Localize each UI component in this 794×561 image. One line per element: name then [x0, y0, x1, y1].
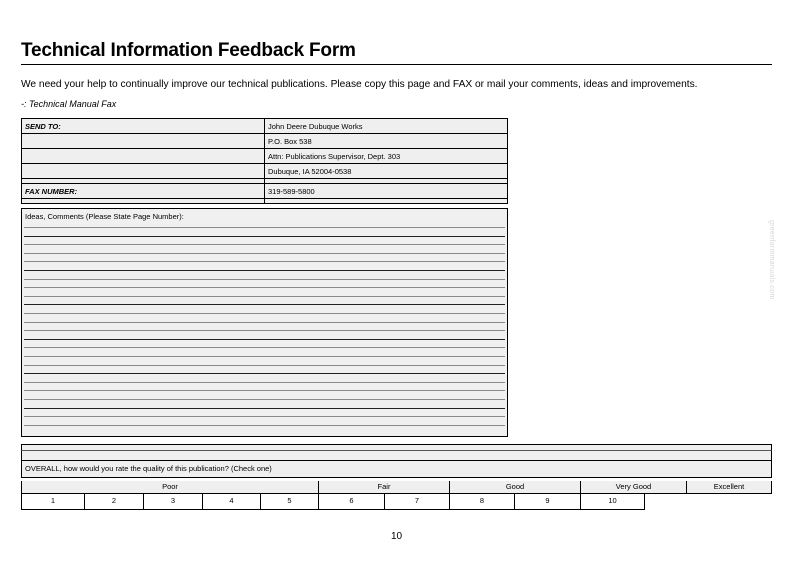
writing-line — [24, 425, 505, 426]
address-line-1: John Deere Dubuque Works — [265, 119, 508, 134]
send-to-blank — [22, 134, 265, 149]
writing-line — [24, 322, 505, 323]
ideas-comments-box[interactable] — [21, 208, 508, 437]
rating-category-good: Good — [449, 481, 581, 494]
watermark: greenfarmmanuals.com — [768, 220, 775, 300]
writing-line — [24, 373, 505, 374]
writing-line — [24, 261, 505, 262]
rating-option-1[interactable]: 1 — [21, 494, 85, 510]
writing-line — [24, 347, 505, 348]
rating-scale — [21, 494, 645, 510]
rating-option-2[interactable]: 2 — [84, 494, 144, 510]
writing-line — [24, 330, 505, 331]
rating-category-fair: Fair — [318, 481, 450, 494]
address-line-4: Dubuque, IA 52004-0538 — [265, 164, 508, 179]
fax-number-label: FAX NUMBER: — [22, 184, 265, 199]
send-to-table — [21, 118, 508, 204]
rating-option-10[interactable]: 10 — [580, 494, 645, 510]
rating-question: OVERALL, how would you rate the quality of this publication? (Check one) — [21, 460, 772, 478]
writing-line — [24, 399, 505, 400]
writing-line — [24, 408, 505, 409]
writing-line — [24, 270, 505, 271]
writing-line — [24, 244, 505, 245]
rating-categories — [21, 481, 772, 494]
rating-category-very-good: Very Good — [580, 481, 687, 494]
writing-line — [24, 253, 505, 254]
writing-line — [24, 339, 505, 340]
address-line-3: Attn: Publications Supervisor, Dept. 303 — [265, 149, 508, 164]
title-rule — [21, 64, 772, 65]
writing-line — [24, 236, 505, 237]
rating-option-3[interactable]: 3 — [143, 494, 203, 510]
form-title: Technical Information Feedback Form — [21, 40, 356, 61]
rating-category-poor: Poor — [21, 481, 319, 494]
writing-line — [24, 313, 505, 314]
rating-option-6[interactable]: 6 — [318, 494, 385, 510]
send-to-label: SEND TO: — [22, 119, 265, 134]
rating-option-4[interactable]: 4 — [202, 494, 261, 510]
rating-section — [21, 444, 772, 505]
writing-line — [24, 382, 505, 383]
send-to-blank — [22, 149, 265, 164]
rating-option-7[interactable]: 7 — [384, 494, 450, 510]
intro-text: We need your help to continually improve our technical publications. Please copy this page and FAX or mail your comments, ideas and improvements. — [21, 79, 698, 90]
send-to-blank — [22, 164, 265, 179]
writing-line — [24, 287, 505, 288]
send-to-spacer — [22, 199, 265, 204]
rating-category-excellent: Excellent — [686, 481, 772, 494]
rating-option-9[interactable]: 9 — [514, 494, 581, 510]
writing-line — [24, 416, 505, 417]
page-number: 10 — [391, 531, 403, 542]
writing-line — [24, 227, 505, 228]
fax-number-value: 319-589-5800 — [265, 184, 508, 199]
writing-line — [24, 356, 505, 357]
send-to-spacer — [265, 199, 508, 204]
writing-line — [24, 296, 505, 297]
writing-line — [24, 304, 505, 305]
fax-note: -: Technical Manual Fax — [21, 99, 117, 109]
rating-option-5[interactable]: 5 — [260, 494, 319, 510]
writing-line — [24, 279, 505, 280]
writing-line — [24, 365, 505, 366]
writing-line — [24, 390, 505, 391]
address-line-2: P.O. Box 538 — [265, 134, 508, 149]
rating-stripe — [21, 450, 772, 460]
rating-option-8[interactable]: 8 — [449, 494, 515, 510]
ideas-comments-label: Ideas, Comments (Please State Page Number): — [25, 212, 184, 221]
